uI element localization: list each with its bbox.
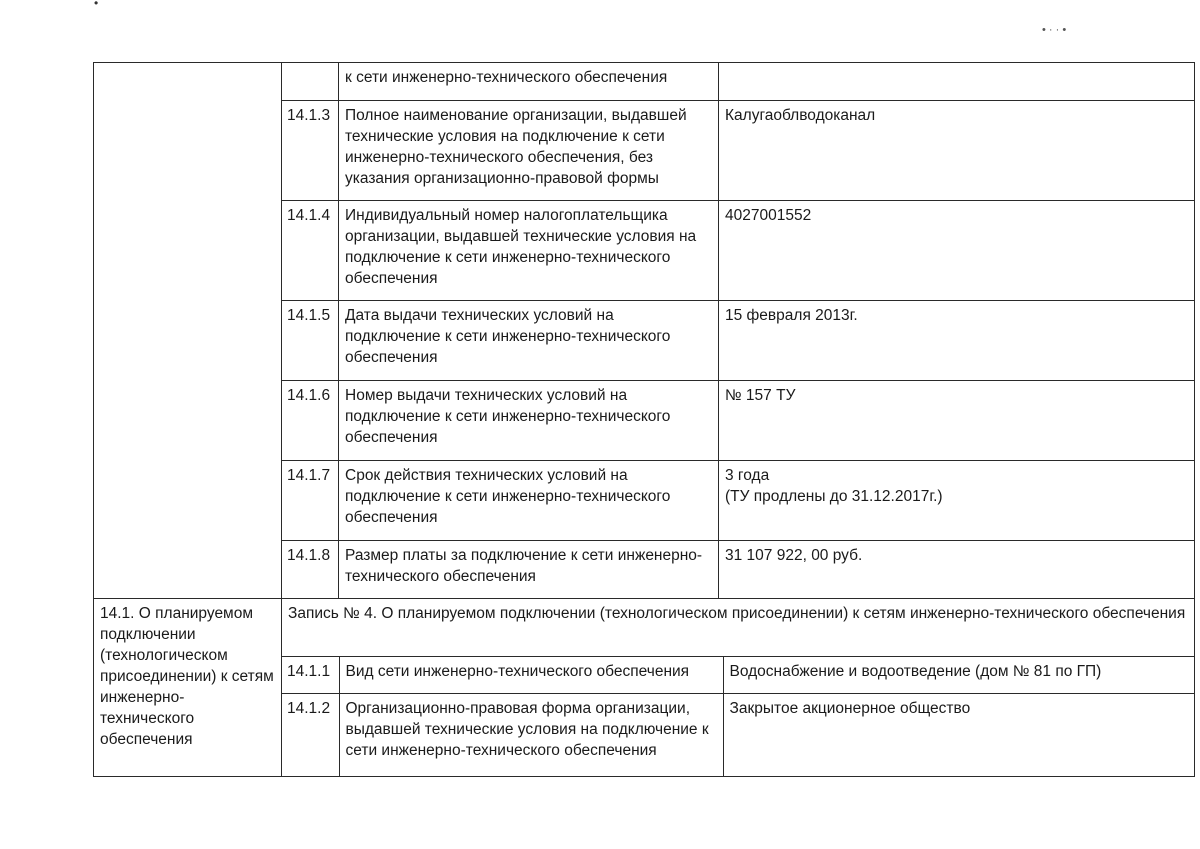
row-description: Размер платы за подключение к сети инженерно-технического обеспечения [339,541,719,599]
row-number: 14.1.8 [282,541,339,599]
record-header: Запись № 4. О планируемом подключении (технологическом присоединении) к сетям инженерно-технического обеспечения [282,599,1195,657]
row-value: 4027001552 [719,201,1195,301]
table-row-continuation [94,63,1195,101]
row-description: Срок действия технических условий на подключение к сети инженерно-технического обеспечения [339,461,719,541]
row-description: к сети инженерно-технического обеспечения [339,63,719,101]
row-number [282,63,339,101]
row-value: Закрытое акционерное общество [723,694,1194,776]
row-value: Водоснабжение и водоотведение (дом № 81 по ГП) [723,657,1194,693]
row-number: 14.1.3 [282,101,339,201]
row-description: Номер выдачи технических условий на подключение к сети инженерно-технического обеспечения [339,381,719,461]
utility-connection-table [93,62,1195,777]
row-value-cell [719,461,1195,541]
subrow-container [282,657,1195,694]
row-number: 14.1.6 [282,381,339,461]
row-number: 14.1.1 [282,657,339,693]
row-value: 31 107 922, 00 руб. [719,541,1195,599]
row-number: 14.1.5 [282,301,339,381]
section-label: 14.1. О планируемом подключении (технологическом присоединении) к сетям инженерно-технического обеспечения [94,599,282,777]
row-description: Вид сети инженерно-технического обеспечения [339,657,723,693]
row-value: № 157 ТУ [719,381,1195,461]
scan-mark-top-right: • · · • [1042,24,1067,36]
row-description: Полное наименование организации, выдавшей технические условия на подключение к сети инженерно-технического обеспечения, без указания организационно-правовой формы [339,101,719,201]
row-description: Дата выдачи технических условий на подключение к сети инженерно-технического обеспечения [339,301,719,381]
row-value: 15 февраля 2013г. [719,301,1195,381]
subrow-table [282,694,1194,776]
row-description: Индивидуальный номер налогоплательщика организации, выдавшей технические условия на подключение к сети инженерно-технического обеспечения [339,201,719,301]
subrow-container [282,694,1195,777]
subrow-table [282,657,1194,693]
section-label-cell-empty [94,63,282,599]
row-number: 14.1.7 [282,461,339,541]
row-value: Калугаоблводоканал [719,101,1195,201]
row-value-note: (ТУ продлены до 31.12.2017г.) [725,488,943,505]
row-value [719,63,1195,101]
row-number: 14.1.2 [282,694,339,776]
row-description: Организационно-правовая форма организации, выдавшей технические условия на подключение к сети инженерно-технического обеспечения [339,694,723,776]
row-number: 14.1.4 [282,201,339,301]
row-value: 3 года [725,467,770,484]
scan-mark-top-left: • [94,0,99,10]
table-row-record-header [94,599,1195,657]
